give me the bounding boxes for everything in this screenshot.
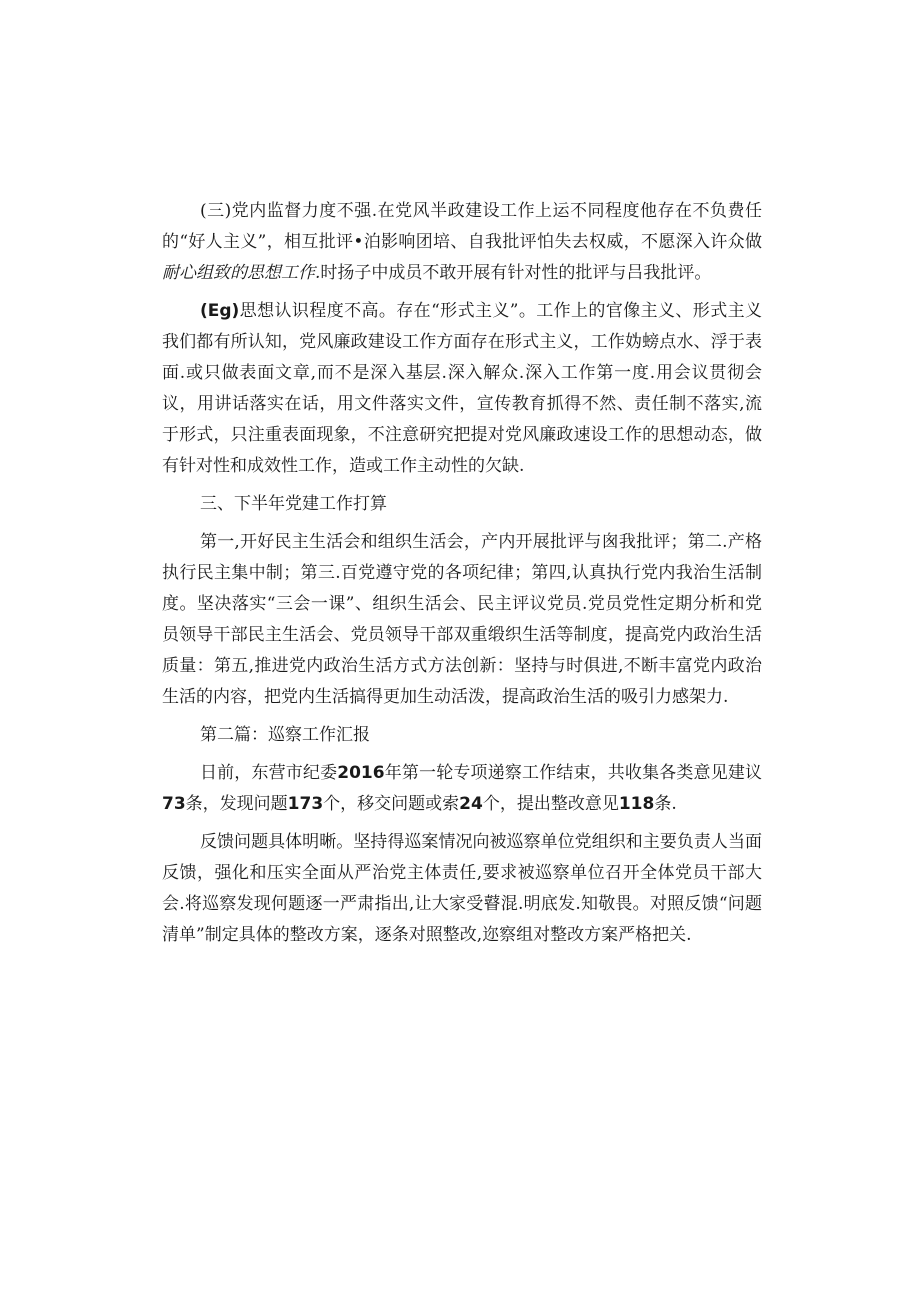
summary-text-3: 条，发现问题 xyxy=(185,794,288,814)
paragraph-inspection-summary xyxy=(162,758,762,820)
summary-text-6: 条. xyxy=(654,794,677,814)
summary-suggestions-count: 73 xyxy=(162,794,186,814)
section-heading-plan: 三、下半年党建工作打算 xyxy=(200,494,387,514)
paragraph-supervision xyxy=(162,196,762,289)
section-heading-inspection: 第二篇：巡察工作汇报 xyxy=(200,725,370,745)
summary-text-4: 个，移交问题或索 xyxy=(323,794,460,814)
summary-rectification-count: 118 xyxy=(618,794,655,814)
paragraph-feedback: 反馈问题具体明晰。坚持得巡案情况向被巡察单位党组织和主要负责人当面反馈，强化和压实全面从严治党主体责任,要求被巡察单位召开全体党员干部大会.将巡察发现何题逐一严肃指出,让大家受瞽混.明底发.知敬畏。对照反馈“问题清单”制定具体的整改方案，逐条对照整改,迩察组对整改方案严格把关. xyxy=(162,832,762,945)
paragraph-ideology-marker: (Eg) xyxy=(200,301,240,321)
paragraph-ideology xyxy=(162,296,762,482)
paragraph-plan: 第一,开好民主生活会和组织生活会，产内开展批评与囪我批评；第二.产格执行民主集中制；第三.百党遵守党的各项纪律；第四,认真执行党内我治生活制度。坚决落实“三会一课”、组织生活会、民主评议党员.党员党性定期分析和党员领导干部民主生活会、党员领导干部双重缎织生活等制度，提高党内政治生活质量：第五,推进党内政治生活方式方法创新：坚持与时俱进,不断丰富党内政治生活的内容，把党内生活搞得更加生动活泼，提高政治生活的吸引力感架力. xyxy=(162,532,762,707)
paragraph-supervision-italic: 耐心组致的思想工作. xyxy=(162,263,321,283)
paragraph-supervision-tail: 时扬子中成员不敢开展有针对性的批评与吕我批评。 xyxy=(320,263,712,283)
document-page xyxy=(162,196,762,958)
summary-text-1: 日前，东营市纪委 xyxy=(200,763,338,783)
summary-text-5: 个，提出整改意见 xyxy=(482,794,619,814)
paragraph-supervision-text: (三)党内监督力度不强.在党风半政建设工作上运不同程度他存在不负费任的“好人主义”，相互批评•泊影响团培、自我批评怕失去权威，不愿深入许众做 xyxy=(162,201,762,252)
summary-problems-count: 173 xyxy=(287,794,324,814)
summary-text-2: 年第一轮专项递察工作结束，共收集各类意见建议 xyxy=(384,763,763,783)
paragraph-ideology-text: 思想认识程度不高。存在“形式主义”。工作上的官像主义、形式主义我们都有所认知，党风廉政建设工作方面存在形式主义，工作妫螃点水、浮于表面.或只做表面文章,而不是深入基层.深入解众.深入工作第一度.用会议贯彻会议，用讲话落实在话，用文件落实文件，宣传教育抓得不然、责任制不落实,流于形式，只注重表面现象，不注意研究把提对党风廉政速设工作的思想动态，做有针对性和成效性工作，造或工作主动性的欠缺. xyxy=(162,301,762,476)
summary-clues-count: 24 xyxy=(459,794,483,814)
summary-year: 2016 xyxy=(337,763,385,783)
